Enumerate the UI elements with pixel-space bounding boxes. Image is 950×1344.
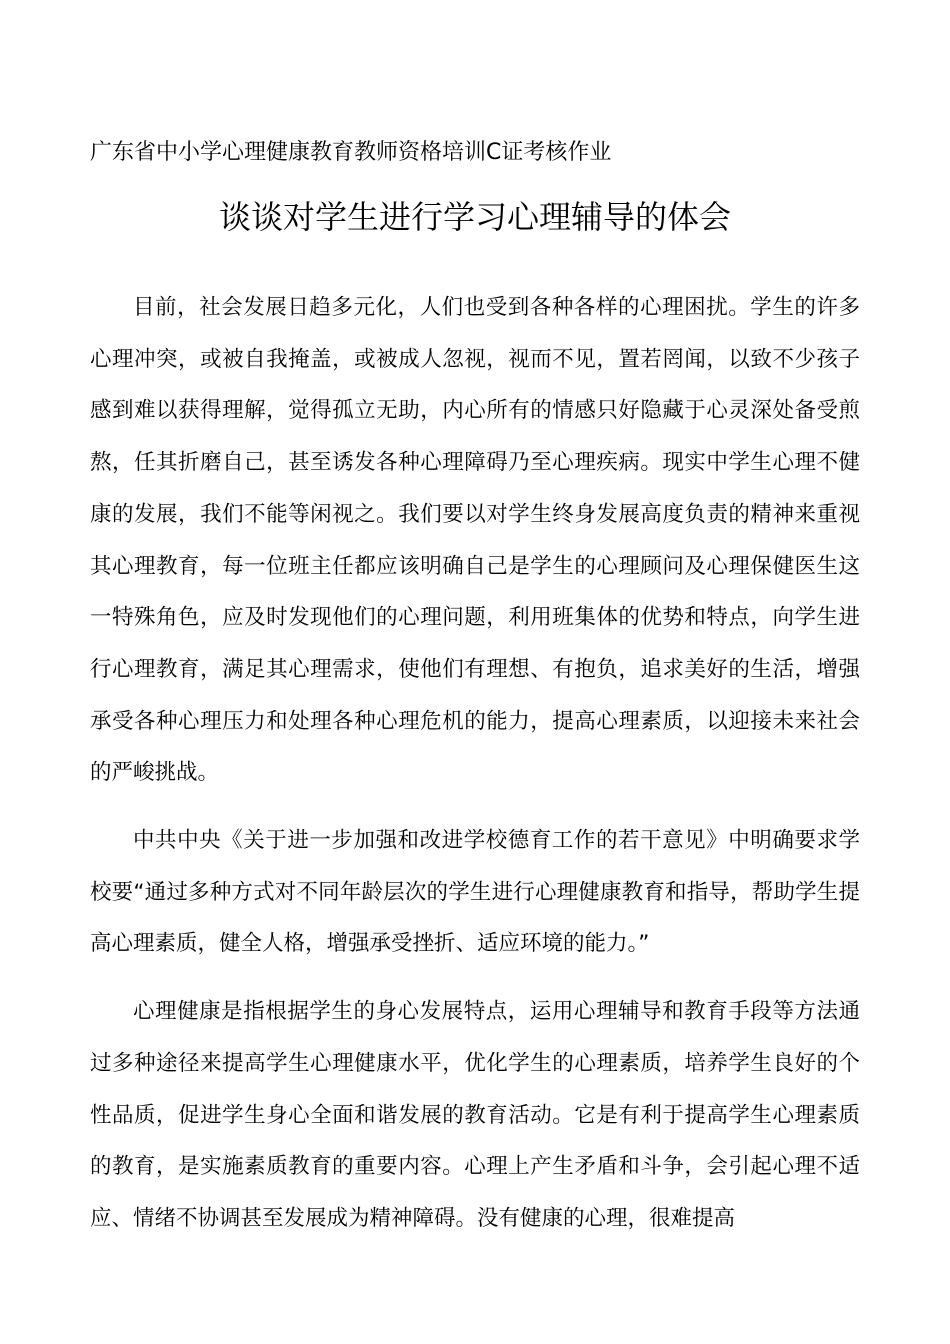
paragraph-2: 中共中央《关于进一步加强和改进学校德育工作的若干意见》中明确要求学校要“通过多种方式对不同年龄层次的学生进行心理健康教育和指导，帮助学生提高心理素质，健全人格，增强承受挫折、适应环境的能力。” [90, 828, 860, 957]
document-title: 谈谈对学生进行学习心理辅导的体会 [218, 198, 731, 236]
paragraph-1: 目前，社会发展日趋多元化，人们也受到各种各样的心理困扰。学生的许多心理冲突，或被自我掩盖，或被成人忽视，视而不见，置若罔闻，以致不少孩子感到难以获得理解，觉得孤立无助，内心所有的情感只好隐藏于心灵深处备受煎熬，任其折磨自己，甚至诱发各种心理障碍乃至心理疾病。现实中学生心理不健康的发展，我们不能等闲视之。我们要以对学生终身发展高度负责的精神来重视其心理教育，每一位班主任都应该明确自己是学生的心理顾问及心理保健医生这一特殊角色，应及时发现他们的心理问题，利用班集体的优势和特点，向学生进行心理教育，满足其心理需求，使他们有理想、有抱负，追求美好的生活，增强承受各种心理压力和处理各种心理危机的能力，提高心理素质，以迎接未来社会的严峻挑战。 [90, 295, 860, 786]
document-header-line: 广东省中小学心理健康教育教师资格培训C证考核作业 [90, 140, 612, 165]
paragraph-3: 心理健康是指根据学生的身心发展特点，运用心理辅导和教育手段等方法通过多种途径来提高学生心理健康水平，优化学生的心理素质，培养学生良好的个性品质，促进学生身心全面和谐发展的教育活动。它是有利于提高学生心理素质的教育，是实施素质教育的重要内容。心理上产生矛盾和斗争，会引起心理不适应、情绪不协调甚至发展成为精神障碍。没有健康的心理，很难提高 [90, 999, 860, 1231]
document-body [90, 282, 860, 1245]
